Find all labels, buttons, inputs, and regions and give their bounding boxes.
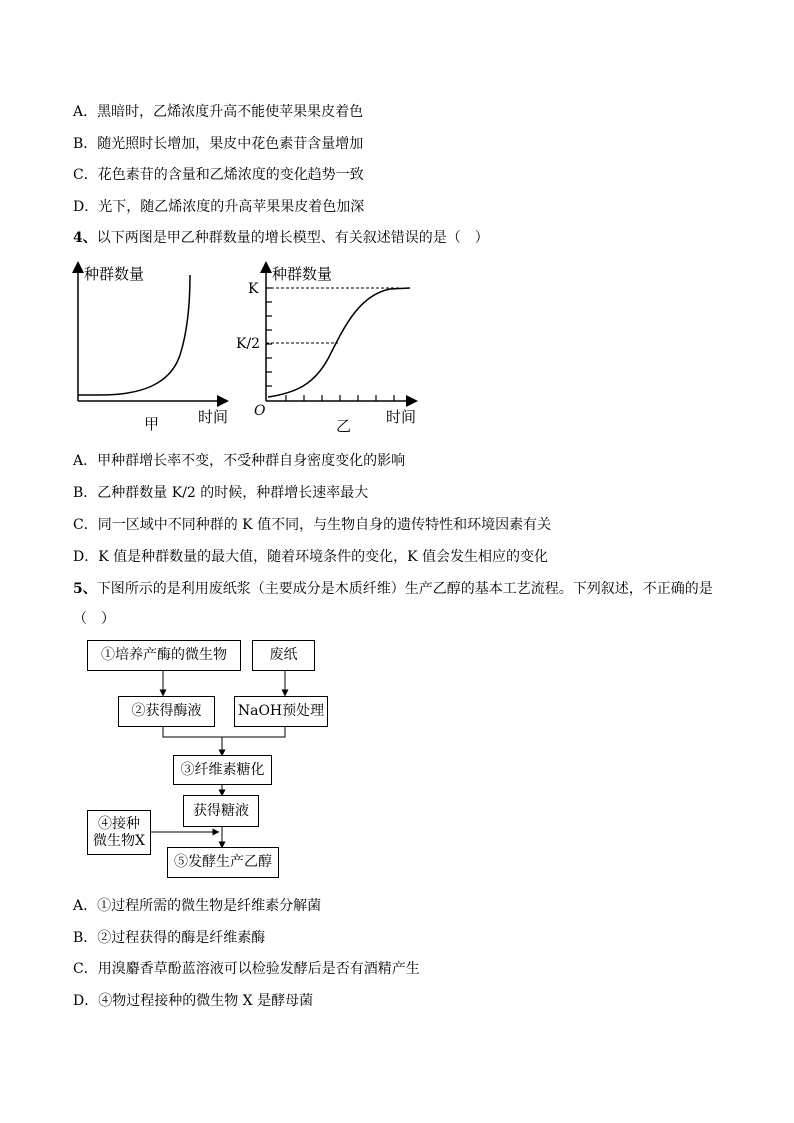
q5-stem-line2: （ ） (73, 611, 115, 627)
origin-label: O (254, 403, 266, 419)
flow-box-ferment-ethanol: ⑤发酵生产乙醇 (167, 847, 279, 878)
flow-box-obtain-sugar: 获得糖液 (183, 795, 259, 827)
q4-number: 4、 (73, 230, 97, 246)
flow-box-naoh-pretreat: NaOH预处理 (234, 696, 328, 727)
tick-label-k2: K/2 (236, 336, 261, 352)
tick-label-k: K (248, 281, 259, 297)
q3-option-d: D．光下，随乙烯浓度的升高苹果果皮着色加深 (73, 199, 365, 215)
q5-option-b: B．②过程获得的酶是纤维素酶 (73, 930, 266, 946)
q5-number: 5、 (73, 581, 97, 597)
q5-option-d: D．④物过程接种的微生物 X 是酵母菌 (73, 993, 314, 1009)
graph-yi-ylabel: 种群数量 (272, 265, 333, 283)
q5-stem-text: 下图所示的是利用废纸浆（主要成分是木质纤维）生产乙醇的基本工艺流程。下列叙述，不正确的是 (96, 581, 713, 597)
q4-option-b: B．乙种群数量 K/2 的时候，种群增长速率最大 (73, 485, 369, 501)
graph-yi-caption: 乙 (336, 417, 352, 435)
q4-stem-text: 以下两图是甲乙种群数量的增长模型、有关叙述错误的是（ ） (96, 230, 489, 246)
q3-option-a: A．黑暗时，乙烯浓度升高不能使苹果果皮着色 (73, 104, 364, 120)
flow-box-obtain-enzyme: ②获得酶液 (118, 696, 215, 727)
q5-option-a: A．①过程所需的微生物是纤维素分解菌 (73, 898, 322, 914)
q4-option-d: D．K 值是种群数量的最大值，随着环境条件的变化，K 值会发生相应的变化 (73, 549, 549, 565)
q4-option-c: C．同一区域中不同种群的 K 值不同，与生物自身的遗传特性和环境因素有关 (73, 517, 552, 533)
graph-jia-caption: 甲 (144, 415, 160, 433)
graph-yi-xlabel: 时间 (386, 408, 417, 426)
q3-option-c: C．花色素苷的含量和乙烯浓度的变化趋势一致 (73, 167, 364, 183)
flow-box-inoculate-x: ④接种 微生物X (87, 810, 151, 855)
graph-jia-ylabel: 种群数量 (84, 265, 145, 283)
flow-box-waste-paper: 废纸 (252, 640, 315, 671)
q4-option-a: A．甲种群增长率不变，不受种群自身密度变化的影响 (73, 453, 406, 469)
flow-box-cultivate-microbes: ①培养产酶的微生物 (87, 640, 241, 671)
graph-jia-xlabel: 时间 (198, 408, 229, 426)
q3-option-b: B．随光照时长增加，果皮中花色素苷含量增加 (73, 136, 364, 152)
flow-box-cellulose-saccharify: ③纤维素糖化 (173, 755, 272, 785)
q5-option-c: C．用溴麝香草酚蓝溶液可以检验发酵后是否有酒精产生 (73, 961, 420, 977)
